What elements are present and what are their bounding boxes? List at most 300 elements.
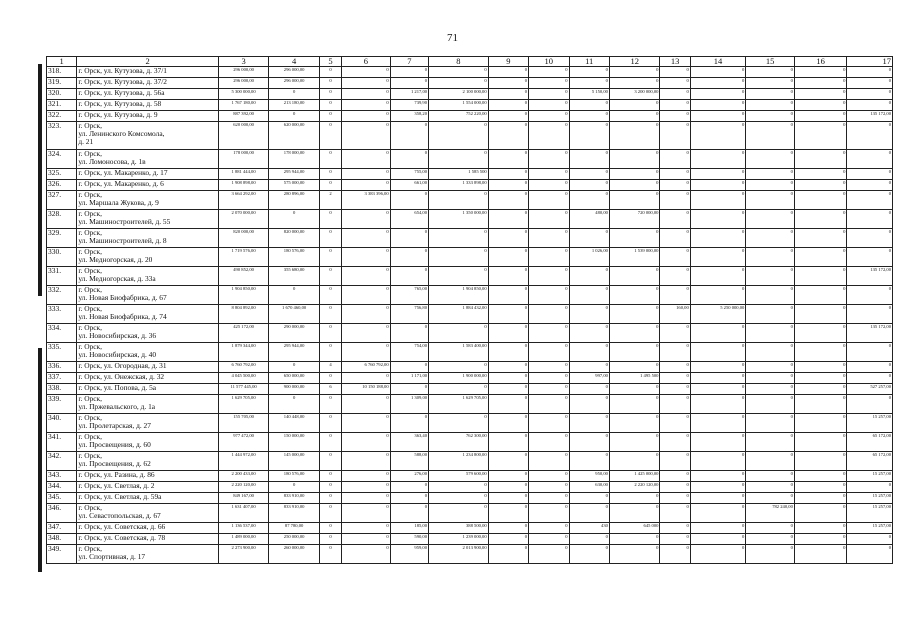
value-cell: 2 070 000,00 [218, 210, 269, 229]
value-cell: 0 [529, 305, 569, 324]
value-cell: 0 [488, 248, 528, 267]
column-number: 17 [847, 57, 893, 67]
value-cell: 0 [319, 100, 341, 111]
value-cell: 0 [847, 248, 893, 267]
value-cell: 0 [529, 433, 569, 452]
value-cell: 2 100 000,00 [429, 89, 489, 100]
value-cell: 0 [488, 384, 528, 395]
value-cell: 0 [569, 384, 609, 395]
row-number: 331. [47, 267, 77, 286]
value-cell: 0 [660, 482, 690, 493]
address-cell [77, 267, 219, 286]
value-cell: 1 629 705,00 [218, 395, 269, 414]
value-cell: 0 [609, 122, 660, 150]
value-cell: 0 [390, 324, 428, 343]
address-line: г. Орск, ул. Кутузова, д. 56а [78, 88, 165, 97]
value-cell: 0 [319, 169, 341, 180]
value-cell: 0 [794, 210, 847, 229]
address-cell [77, 100, 219, 111]
value-cell: 1 239 000,00 [429, 534, 489, 545]
row-number: 349. [47, 545, 77, 564]
address-line: г. Орск, [78, 209, 102, 218]
value-cell: 0 [660, 248, 690, 267]
value-cell: 0 [319, 229, 341, 248]
value-cell: 756,80 [390, 305, 428, 324]
value-cell: 0 [609, 111, 660, 122]
value-cell: 645 000 [609, 523, 660, 534]
value-cell: 0 [319, 534, 341, 545]
row-number: 328. [47, 210, 77, 229]
value-cell: 1 767 180,00 [218, 100, 269, 111]
value-cell: 2 220 120,00 [218, 482, 269, 493]
column-number: 7 [390, 57, 428, 67]
row-number: 335. [47, 343, 77, 362]
column-number-row [47, 57, 893, 67]
value-cell: 358,20 [390, 111, 428, 122]
table-row [47, 482, 893, 493]
value-cell: 0 [342, 534, 391, 545]
address-line: ул. Маршала Жукова, д. 9 [78, 198, 159, 207]
value-cell: 0 [609, 305, 660, 324]
value-cell: 0 [847, 545, 893, 564]
address-line: ул. Медногорская, д. 33а [78, 274, 156, 283]
value-cell: 0 [847, 89, 893, 100]
value-cell: 620 000,00 [218, 122, 269, 150]
value-cell: 135 172,00 [847, 111, 893, 122]
table-row [47, 267, 893, 286]
value-cell: 0 [660, 433, 690, 452]
value-cell: 0 [342, 343, 391, 362]
value-cell: 1 631 407,00 [218, 504, 269, 523]
value-cell: 0 [609, 384, 660, 395]
value-cell: 180 576,00 [269, 471, 320, 482]
value-cell: 0 [488, 122, 528, 150]
value-cell: 0 [569, 150, 609, 169]
address-line: ул. Новая Биофабрика, д. 67 [78, 293, 167, 302]
address-cell [77, 362, 219, 373]
value-cell: 0 [269, 362, 320, 373]
value-cell: 0 [746, 414, 795, 433]
value-cell: 0 [609, 267, 660, 286]
value-cell: 0 [342, 482, 391, 493]
row-number: 337. [47, 373, 77, 384]
value-cell: 0 [690, 545, 746, 564]
value-cell: 0 [342, 150, 391, 169]
address-cell [77, 343, 219, 362]
value-cell: 0 [794, 395, 847, 414]
value-cell: 0 [660, 395, 690, 414]
address-line: г. Орск, [78, 247, 102, 256]
value-cell: 0 [319, 395, 341, 414]
value-cell: 0 [690, 373, 746, 384]
value-cell: 0 [390, 493, 428, 504]
address-line: г. Орск, ул. Кутузова, д. 58 [78, 99, 162, 108]
table-row [47, 89, 893, 100]
address-line: ул. Севастопольская, д. 67 [78, 511, 161, 520]
value-cell: 0 [794, 191, 847, 210]
value-cell: 0 [847, 210, 893, 229]
value-cell: 0 [488, 324, 528, 343]
value-cell: 0 [690, 111, 746, 122]
value-cell: 0 [529, 471, 569, 482]
address-cell [77, 248, 219, 267]
value-cell: 4 045 500,00 [218, 373, 269, 384]
value-cell: 1 904 850,00 [218, 286, 269, 305]
value-cell: 0 [529, 89, 569, 100]
value-cell: 765,00 [390, 286, 428, 305]
value-cell: 0 [569, 362, 609, 373]
table-row [47, 191, 893, 210]
value-cell: 0 [488, 373, 528, 384]
value-cell: 0 [690, 395, 746, 414]
value-cell: 0 [569, 122, 609, 150]
address-line: г. Орск, [78, 503, 102, 512]
value-cell: 0 [847, 100, 893, 111]
value-cell: 150 000,00 [269, 433, 320, 452]
column-number: 1 [47, 57, 77, 67]
address-line: г. Орск, ул. Разина, д. 86 [78, 470, 155, 479]
value-cell: 355 680,00 [269, 267, 320, 286]
value-cell: 0 [660, 67, 690, 78]
value-cell: 0 [488, 150, 528, 169]
value-cell: 0 [529, 191, 569, 210]
value-cell: 0 [488, 362, 528, 373]
value-cell: 0 [269, 210, 320, 229]
value-cell: 0 [342, 210, 391, 229]
value-cell: 0 [794, 504, 847, 523]
value-cell: 527 257,00 [847, 384, 893, 395]
table-row [47, 362, 893, 373]
value-cell: 0 [269, 111, 320, 122]
value-cell: 0 [660, 191, 690, 210]
value-cell: 430 [569, 523, 609, 534]
value-cell: 0 [342, 229, 391, 248]
value-cell: 290 000,00 [269, 324, 320, 343]
value-cell: 0 [847, 482, 893, 493]
value-cell: 0 [569, 504, 609, 523]
value-cell: 5 150,00 [569, 89, 609, 100]
value-cell: 0 [390, 267, 428, 286]
value-cell: 0 [660, 267, 690, 286]
value-cell: 0 [660, 343, 690, 362]
value-cell: 782 240,00 [746, 504, 795, 523]
value-cell: 0 [690, 433, 746, 452]
address-line: ул. Пржевальского, д. 1а [78, 402, 156, 411]
value-cell: 180 576,00 [269, 248, 320, 267]
value-cell: 0 [488, 210, 528, 229]
value-cell: 0 [690, 493, 746, 504]
value-cell: 0 [390, 229, 428, 248]
value-cell: 0 [342, 286, 391, 305]
value-cell: 0 [690, 89, 746, 100]
column-number: 13 [660, 57, 690, 67]
value-cell: 0 [488, 534, 528, 545]
value-cell: 0 [609, 180, 660, 191]
table-row [47, 286, 893, 305]
row-number: 333. [47, 305, 77, 324]
value-cell: 0 [794, 150, 847, 169]
address-line: г. Орск, ул. Кутузова, д. 37/2 [78, 77, 167, 86]
address-line: ул. Просвещения, д. 62 [78, 459, 151, 468]
value-cell: 0 [529, 373, 569, 384]
value-cell: 0 [847, 180, 893, 191]
column-number: 2 [77, 57, 219, 67]
value-cell: 213 180,00 [269, 100, 320, 111]
value-cell: 0 [488, 89, 528, 100]
value-cell: 0 [488, 78, 528, 89]
value-cell: 0 [794, 305, 847, 324]
value-cell: 0 [319, 89, 341, 100]
value-cell: 0 [429, 67, 489, 78]
address-line: г. Орск, [78, 149, 102, 158]
table-row [47, 395, 893, 414]
value-cell: 0 [660, 286, 690, 305]
value-cell: 762 300,00 [429, 433, 489, 452]
row-number: 342. [47, 452, 77, 471]
value-cell: 0 [342, 267, 391, 286]
value-cell: 0 [794, 433, 847, 452]
column-number: 9 [488, 57, 528, 67]
value-cell: 0 [690, 100, 746, 111]
value-cell: 0 [429, 324, 489, 343]
value-cell: 0 [319, 504, 341, 523]
value-cell: 0 [794, 384, 847, 395]
table-row [47, 343, 893, 362]
value-cell: 0 [746, 305, 795, 324]
value-cell: 87 780,00 [269, 523, 320, 534]
value-cell: 1 333 898,00 [429, 180, 489, 191]
value-cell: 0 [794, 471, 847, 482]
value-cell: 0 [690, 523, 746, 534]
row-number: 322. [47, 111, 77, 122]
table-row [47, 111, 893, 122]
row-number: 325. [47, 169, 77, 180]
value-cell: 0 [746, 343, 795, 362]
value-cell: 0 [488, 267, 528, 286]
value-cell: 0 [746, 384, 795, 395]
address-line: г. Орск, [78, 413, 102, 422]
value-cell: 2 [319, 191, 341, 210]
value-cell: 0 [342, 373, 391, 384]
value-cell: 0 [529, 169, 569, 180]
value-cell: 1 217,00 [390, 89, 428, 100]
value-cell: 155 705,00 [218, 414, 269, 433]
value-cell: 1 309,00 [390, 395, 428, 414]
margin-bar-top [38, 64, 42, 296]
table-row [47, 229, 893, 248]
address-line: ул. Ломоносова, д. 1в [78, 157, 146, 166]
address-line: г. Орск, [78, 121, 102, 130]
value-cell: 0 [609, 229, 660, 248]
value-cell: 280 896,00 [269, 191, 320, 210]
value-cell: 579 600,00 [429, 471, 489, 482]
address-line: г. Орск, [78, 342, 102, 351]
address-line: г. Орск, ул. Светлая, д. 59а [78, 492, 162, 501]
value-cell: 0 [488, 191, 528, 210]
value-cell: 0 [569, 493, 609, 504]
value-cell: 2 273 900,00 [218, 545, 269, 564]
value-cell: 0 [690, 482, 746, 493]
value-cell: 0 [794, 267, 847, 286]
value-cell: 833 910,00 [269, 504, 320, 523]
value-cell: 0 [390, 122, 428, 150]
value-cell: 0 [660, 493, 690, 504]
value-cell: 1 629 705,00 [429, 395, 489, 414]
value-cell: 0 [660, 545, 690, 564]
value-cell: 0 [429, 229, 489, 248]
value-cell: 363,40 [390, 433, 428, 452]
value-cell: 754,00 [390, 343, 428, 362]
value-cell: 185,00 [390, 523, 428, 534]
address-line: ул. Машиностроителей, д. 8 [78, 236, 167, 245]
value-cell: 720 000,00 [609, 210, 660, 229]
value-cell: 0 [746, 210, 795, 229]
value-cell: 0 [847, 169, 893, 180]
table-row [47, 534, 893, 545]
value-cell: 1 881 444,00 [218, 169, 269, 180]
value-cell: 0 [746, 534, 795, 545]
table-row [47, 248, 893, 267]
value-cell: 0 [569, 305, 609, 324]
value-cell: 0 [569, 78, 609, 89]
value-cell: 0 [342, 414, 391, 433]
value-cell: 0 [690, 122, 746, 150]
value-cell: 0 [529, 534, 569, 545]
value-cell: 65 172,00 [847, 433, 893, 452]
value-cell: 0 [569, 433, 609, 452]
value-cell: 3 200 000,00 [609, 89, 660, 100]
value-cell: 0 [847, 122, 893, 150]
value-cell: 0 [847, 395, 893, 414]
address-cell [77, 150, 219, 169]
value-cell: 0 [690, 169, 746, 180]
table-row [47, 433, 893, 452]
row-number: 345. [47, 493, 77, 504]
row-number: 348. [47, 534, 77, 545]
value-cell: 0 [529, 482, 569, 493]
column-number: 15 [746, 57, 795, 67]
address-line: г. Орск, ул. Попова, д. 5а [78, 383, 157, 392]
table-row [47, 493, 893, 504]
value-cell: 135 172,00 [847, 324, 893, 343]
value-cell: 0 [746, 89, 795, 100]
value-cell: 0 [794, 452, 847, 471]
value-cell: 0 [794, 324, 847, 343]
value-cell: 0 [529, 78, 569, 89]
value-cell: 0 [690, 414, 746, 433]
value-cell: 0 [390, 191, 428, 210]
value-cell: 0 [690, 78, 746, 89]
address-cell [77, 67, 219, 78]
value-cell: 1 879 344,00 [218, 343, 269, 362]
value-cell: 0 [429, 384, 489, 395]
value-cell: 0 [488, 523, 528, 534]
address-cell [77, 452, 219, 471]
value-cell: 15 257,00 [847, 523, 893, 534]
margin-bar-bottom [38, 348, 42, 572]
value-cell: 0 [429, 493, 489, 504]
value-cell: 755,00 [390, 169, 428, 180]
address-line: ул. Машиностроителей, д. 55 [78, 217, 171, 226]
value-cell: 0 [690, 452, 746, 471]
value-cell: 0 [660, 78, 690, 89]
value-cell: 0 [609, 414, 660, 433]
value-cell: 0 [319, 545, 341, 564]
address-line: ул. Пролетарская, д. 27 [78, 421, 151, 430]
value-cell: 0 [488, 482, 528, 493]
address-cell [77, 210, 219, 229]
row-number: 341. [47, 433, 77, 452]
row-number: 343. [47, 471, 77, 482]
value-cell: 0 [342, 100, 391, 111]
value-cell: 1 719 576,00 [218, 248, 269, 267]
value-cell: 0 [609, 395, 660, 414]
value-cell: 2 013 900,00 [429, 545, 489, 564]
value-cell: 0 [746, 493, 795, 504]
value-cell: 0 [342, 169, 391, 180]
value-cell: 0 [746, 180, 795, 191]
value-cell: 3 383 396,00 [342, 191, 391, 210]
column-number: 12 [609, 57, 660, 67]
column-number: 4 [269, 57, 320, 67]
table-row [47, 150, 893, 169]
row-number: 320. [47, 89, 77, 100]
value-cell: 0 [847, 286, 893, 305]
value-cell: 0 [690, 362, 746, 373]
value-cell: 0 [847, 362, 893, 373]
value-cell: 1 444 972,00 [218, 452, 269, 471]
value-cell: 0 [690, 229, 746, 248]
value-cell: 650 000,00 [269, 373, 320, 384]
page-number: 71 [447, 32, 458, 44]
value-cell: 0 [529, 111, 569, 122]
value-cell: 0 [569, 395, 609, 414]
value-cell: 0 [847, 67, 893, 78]
value-cell: 0 [488, 67, 528, 78]
row-number: 332. [47, 286, 77, 305]
address-cell [77, 89, 219, 100]
value-cell: 0 [794, 180, 847, 191]
value-cell: 0 [342, 180, 391, 191]
column-number: 5 [319, 57, 341, 67]
value-cell: 0 [529, 180, 569, 191]
value-cell: 0 [746, 324, 795, 343]
address-line: г. Орск, [78, 544, 102, 553]
address-line: г. Орск, ул. Макаренко, д. 17 [78, 168, 168, 177]
address-line: г. Орск, [78, 432, 102, 441]
value-cell: 0 [609, 362, 660, 373]
address-cell [77, 373, 219, 384]
value-cell: 0 [488, 100, 528, 111]
value-cell: 0 [609, 324, 660, 343]
value-cell: 0 [569, 343, 609, 362]
value-cell: 849 167,00 [218, 493, 269, 504]
value-cell: 0 [794, 534, 847, 545]
address-cell [77, 482, 219, 493]
value-cell: 0 [660, 373, 690, 384]
value-cell: 0 [342, 545, 391, 564]
value-cell: 0 [690, 267, 746, 286]
value-cell: 0 [569, 545, 609, 564]
value-cell: 0 [660, 324, 690, 343]
value-cell: 0 [488, 452, 528, 471]
value-cell: 15 257,00 [847, 493, 893, 504]
address-cell [77, 286, 219, 305]
value-cell: 0 [609, 100, 660, 111]
value-cell: 0 [746, 523, 795, 534]
value-cell: 0 [319, 433, 341, 452]
table-row [47, 414, 893, 433]
